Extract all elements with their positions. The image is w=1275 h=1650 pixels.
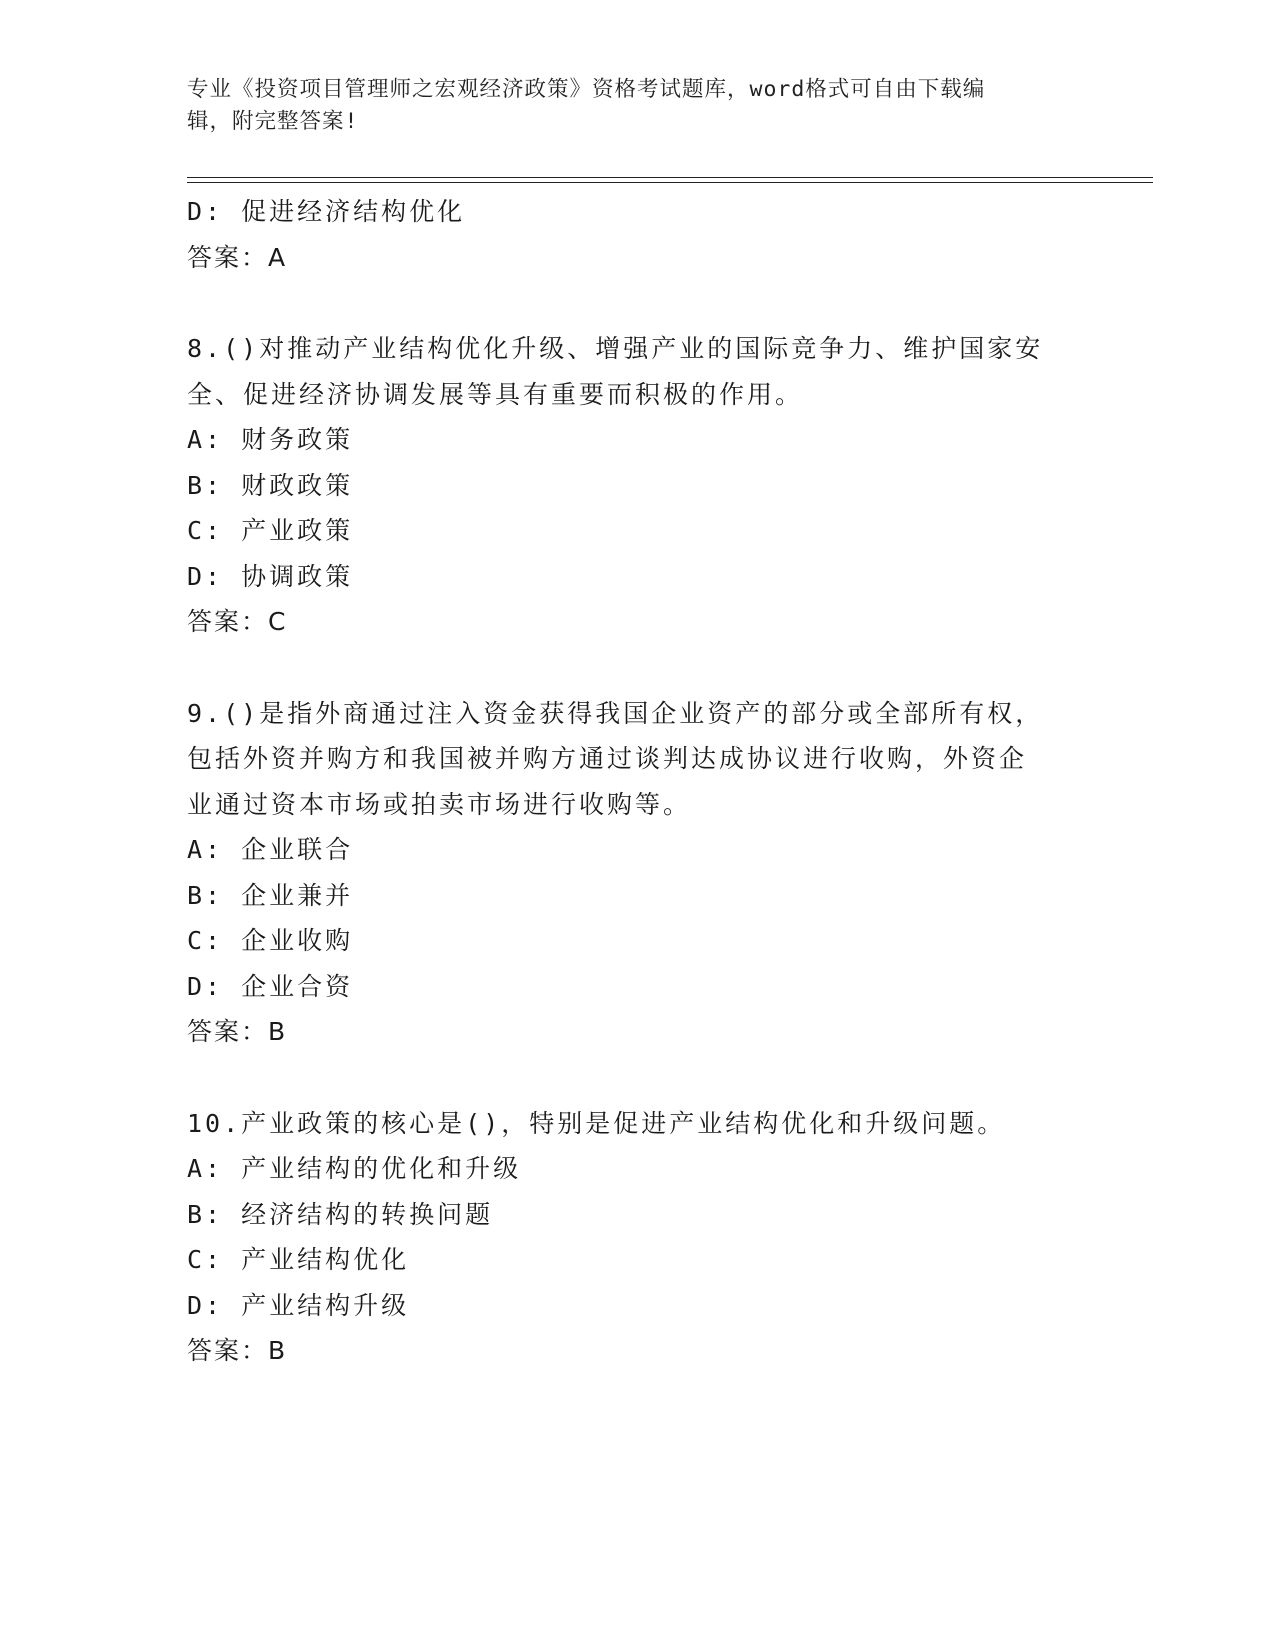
question-10	[187, 1101, 1087, 1374]
header-divider-bottom	[187, 182, 1153, 183]
header-line-2: 辑，附完整答案!	[187, 109, 359, 134]
option-d: D: 促进经济结构优化	[187, 197, 466, 226]
spacer	[187, 280, 1087, 326]
option-c: C: 企业收购	[187, 926, 354, 955]
option-d: D: 协调政策	[187, 561, 354, 591]
answer: 答案：C	[187, 607, 288, 636]
header-line-1: 专业《投资项目管理师之宏观经济政策》资格考试题库，word格式可自由下载编	[187, 77, 986, 102]
spacer	[187, 645, 1087, 691]
question-list	[187, 189, 1087, 1374]
previous-question-fragment	[187, 189, 1087, 280]
option-d: D: 企业合资	[187, 971, 354, 1001]
answer: 答案：B	[187, 1017, 288, 1046]
answer: 答案：A	[187, 242, 288, 272]
option-b: B: 财政政策	[187, 470, 354, 500]
option-d: D: 产业结构升级	[187, 1290, 410, 1320]
option-c: C: 产业结构优化	[187, 1245, 410, 1274]
answer: 答案：B	[187, 1336, 288, 1365]
question-9	[187, 691, 1087, 1055]
question-stem-line: 9.()是指外商通过注入资金获得我国企业资产的部分或全部所有权，	[187, 698, 1044, 728]
option-a: A: 财务政策	[187, 425, 354, 454]
option-a: A: 企业联合	[187, 835, 354, 864]
question-stem-line: 包括外资并购方和我国被并购方通过谈判达成协议进行收购，外资企	[187, 744, 1028, 773]
option-c: C: 产业政策	[187, 516, 354, 545]
header-divider-top	[187, 177, 1153, 178]
question-stem-line: 业通过资本市场或拍卖市场进行收购等。	[187, 789, 692, 819]
question-8	[187, 326, 1087, 645]
option-a: A: 产业结构的优化和升级	[187, 1154, 522, 1183]
option-b: B: 经济结构的转换问题	[187, 1199, 494, 1229]
document-header	[187, 74, 1087, 138]
question-stem-line: 10.产业政策的核心是()，特别是促进产业结构优化和升级问题。	[187, 1108, 1006, 1138]
spacer	[187, 1055, 1087, 1101]
question-stem-line: 全、促进经济协调发展等具有重要而积极的作用。	[187, 379, 804, 409]
option-b: B: 企业兼并	[187, 880, 354, 910]
question-stem-line: 8.()对推动产业结构优化升级、增强产业的国际竞争力、维护国家安	[187, 334, 1044, 363]
